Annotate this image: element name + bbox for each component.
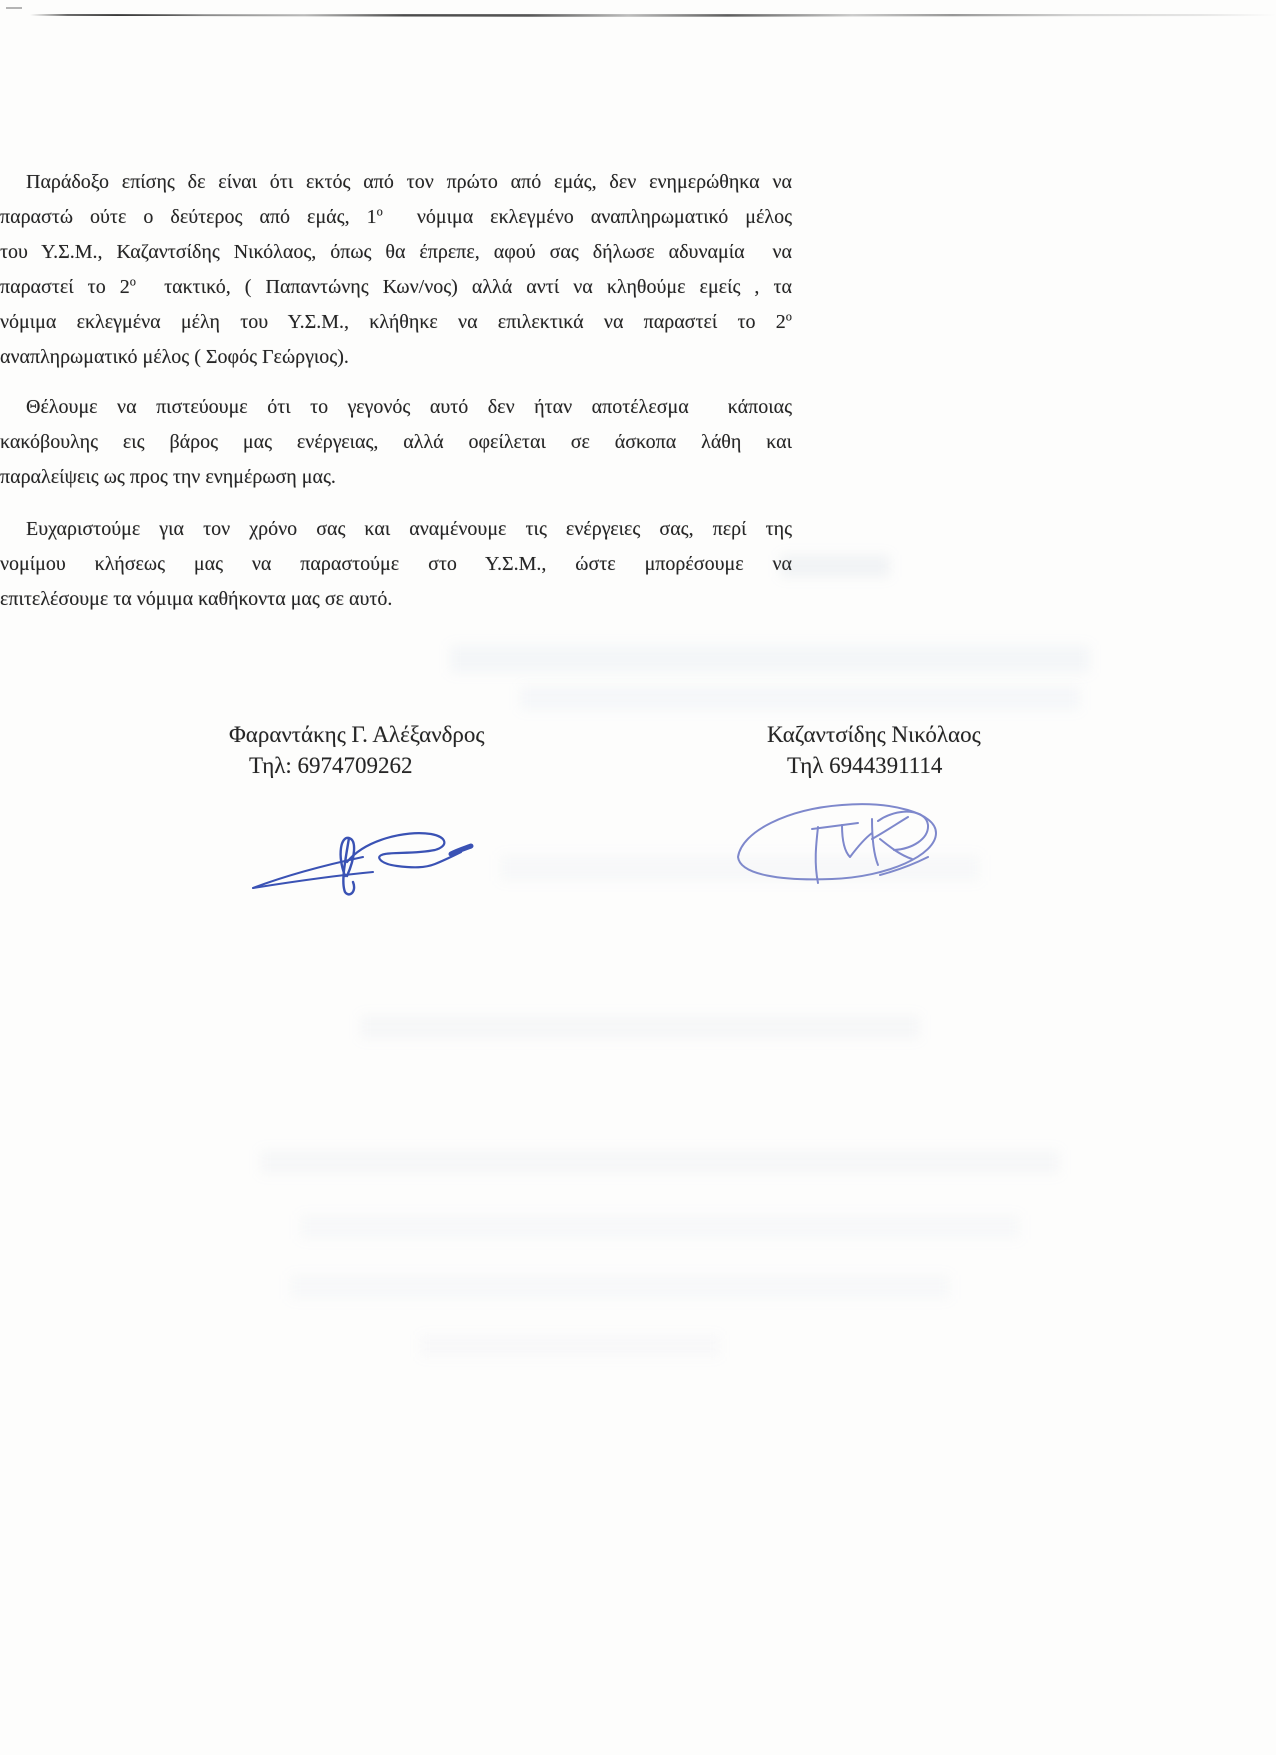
text-line xyxy=(0,340,792,375)
line-text: παραστεί το 2 xyxy=(0,276,130,298)
signature-left xyxy=(245,824,477,898)
text-line xyxy=(0,305,792,340)
bleedthrough-smudge xyxy=(520,686,1080,710)
bleedthrough-smudge xyxy=(300,1215,1020,1239)
ordinal-superscript: ο xyxy=(376,204,383,219)
line-text: νόμιμα εκλεγμένα μέλη του Υ.Σ.Μ., κλήθηκε να επιλεκτικά να παραστεί το 2 xyxy=(0,311,786,333)
bleedthrough-smudge xyxy=(420,1335,720,1357)
paragraph-1 xyxy=(0,165,792,375)
text-line xyxy=(0,460,792,495)
line-text: αναπληρωματικό μέλος ( Σοφός Γεώργιος). xyxy=(0,346,349,368)
bleedthrough-smudge xyxy=(260,1150,1060,1174)
bleedthrough-smudge xyxy=(450,645,1090,673)
text-line xyxy=(0,425,792,460)
signatory-name: Φαραντάκης Γ. Αλέξανδρος xyxy=(229,722,485,747)
paragraph-2 xyxy=(0,390,792,495)
scan-artifact-line xyxy=(30,12,1276,17)
line-text: κακόβουλης εις βάρος μας ενέργειας, αλλά οφείλεται σε άσκοπα λάθη και xyxy=(0,431,792,453)
text-line xyxy=(0,235,792,270)
signatory-phone: Τηλ 6944391114 xyxy=(787,753,943,778)
text-line xyxy=(0,200,792,235)
line-text: επιτελέσουμε τα νόμιμα καθήκοντα μας σε αυτό. xyxy=(0,588,393,610)
bleedthrough-smudge xyxy=(290,1275,950,1299)
bleedthrough-smudge xyxy=(360,1015,920,1039)
line-text: παραστώ ούτε ο δεύτερος από εμάς, 1 xyxy=(0,206,377,228)
line-text: νόμιμα εκλεγμένο αναπληρωματικό μέλος xyxy=(382,206,793,228)
line-text: νομίμου κλήσεως μας να παραστούμε στο Υ.Σ.Μ., ώστε μπορέσουμε να xyxy=(0,553,792,575)
text-line xyxy=(0,390,792,425)
ordinal-superscript: ο xyxy=(785,309,792,324)
text-line xyxy=(0,270,792,305)
line-text: Θέλουμε να πιστεύουμε ότι το γεγονός αυτό δεν ήταν αποτέλεσμα κάποιας xyxy=(26,396,792,418)
scan-artifact-dash xyxy=(6,7,22,9)
line-text: Παράδοξο επίσης δε είναι ότι εκτός από τον πρώτο από εμάς, δεν ενημερώθηκα να xyxy=(26,171,792,193)
paragraph-3 xyxy=(0,512,792,617)
signatory-name: Καζαντσίδης Νικόλαος xyxy=(767,722,981,747)
line-text: τακτικό, ( Παπαντώνης Κων/νος) αλλά αντί να κληθούμε εμείς , τα xyxy=(135,276,793,298)
text-line xyxy=(0,165,792,200)
signatory-right xyxy=(767,720,981,781)
signatory-left xyxy=(229,720,485,781)
text-line xyxy=(0,512,792,547)
line-text: του Υ.Σ.Μ., Καζαντσίδης Νικόλαος, όπως θα έπρεπε, αφού σας δήλωσε αδυναμία να xyxy=(0,241,792,263)
text-line xyxy=(0,547,792,582)
ordinal-superscript: ο xyxy=(129,274,136,289)
line-text: παραλείψεις ως προς την ενημέρωση μας. xyxy=(0,466,336,488)
bleedthrough-smudge xyxy=(780,555,890,577)
line-text: Ευχαριστούμε για τον χρόνο σας και αναμένουμε τις ενέργειες σας, περί της xyxy=(26,518,792,540)
signatory-phone: Τηλ: 6974709262 xyxy=(249,753,413,778)
signature-right xyxy=(730,795,946,895)
text-line xyxy=(0,582,792,617)
